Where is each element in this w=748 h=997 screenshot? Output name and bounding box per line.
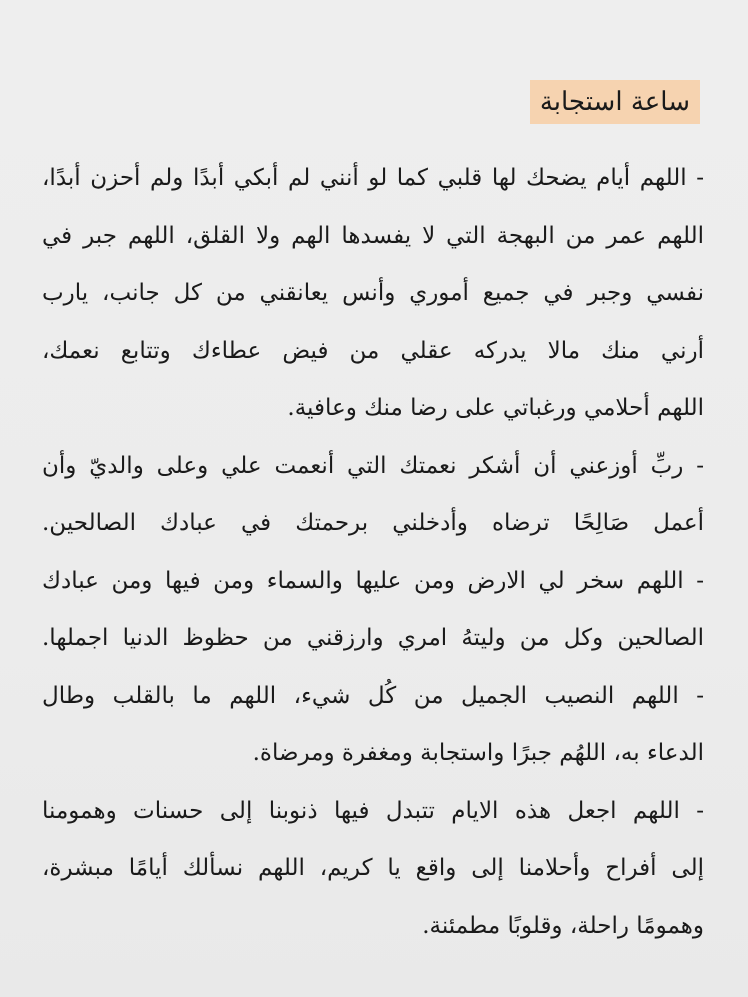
supplication-text bbox=[42, 150, 704, 955]
text-line: أعمل صَالِحًا ترضاه وأدخلني برحمتك في عبادك الصالحين. bbox=[42, 510, 704, 536]
text-line: وهمومًا راحلة، وقلوبًا مطمئنة. bbox=[422, 912, 704, 939]
text-line: اللهم عمر من البهجة التي لا يفسدها الهم ولا القلق، اللهم جبر في bbox=[42, 222, 704, 249]
text-line: الدعاء به، اللهُم جبرًا واستجابة ومغفرة ومرضاة. bbox=[252, 740, 704, 766]
text-line: اللهم أحلامي ورغباتي على رضا منك وعافية. bbox=[287, 395, 704, 421]
text-line: الصالحين وكل من وليتهُ امري وارزقني من حظوظ الدنيا اجملها. bbox=[42, 625, 704, 651]
page-title: ساعة استجابة bbox=[539, 87, 690, 117]
title-highlight bbox=[530, 80, 700, 124]
text-line: أرني منك مالا يدركه عقلي من فيض عطاءك وتتابع نعمك، bbox=[42, 337, 704, 364]
text-line: - اللهم سخر لي الارض ومن عليها والسماء ومن فيها ومن عبادك bbox=[42, 567, 704, 594]
text-line: - اللهم أيام يضحك لها قلبي كما لو أنني لم أبكي أبدًا ولم أحزن أبدًا، bbox=[42, 165, 704, 191]
text-line: - اللهم اجعل هذه الايام تتبدل فيها ذنوبنا إلى حسنات وهمومنا bbox=[42, 797, 704, 824]
text-line: - ربِّ أوزعني أن أشكر نعمتك التي أنعمت علي وعلى والديّ وأن bbox=[42, 452, 704, 479]
text-line: إلى أفراح وأحلامنا إلى واقع يا كريم، اللهم نسألك أيامًا مبشرة، bbox=[42, 855, 704, 881]
text-line: - اللهم النصيب الجميل من كُل شيء، اللهم ما بالقلب وطال bbox=[42, 682, 704, 709]
text-line: نفسي وجبر في جميع أموري وأنس يعانقني من كل جانب، يارب bbox=[42, 280, 704, 306]
